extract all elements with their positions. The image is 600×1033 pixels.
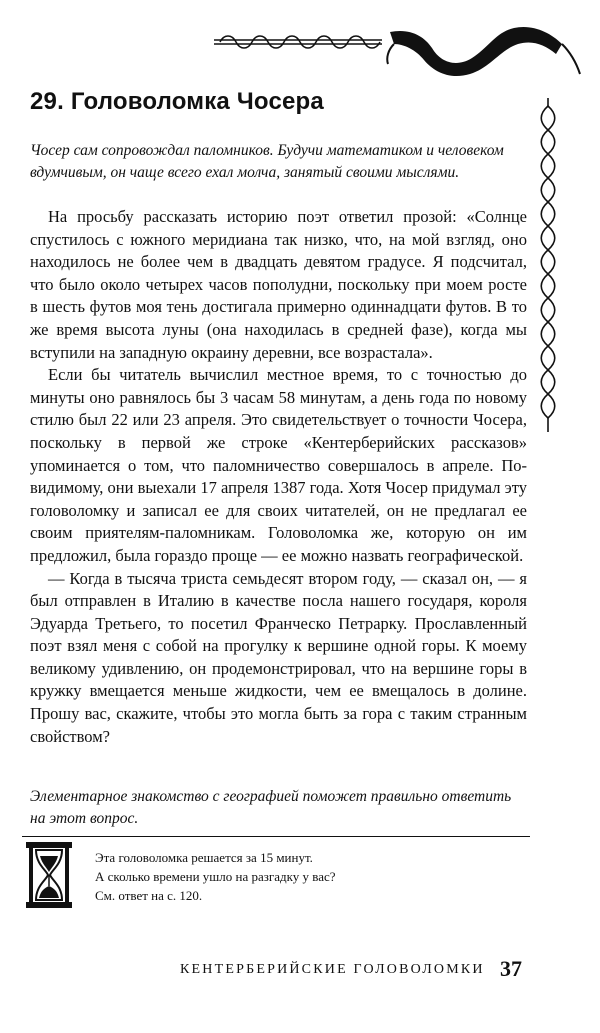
hourglass-icon (24, 840, 74, 910)
time-note-line: См. ответ на с. 120. (95, 888, 203, 903)
intro-text: Чосер сам сопровождал паломников. Будучи математиком и человеком вдумчивым, он чаще всего ехал молча, занятый своими мыслями. (30, 142, 504, 181)
body-text (30, 206, 527, 748)
ribbon-ornament (210, 18, 590, 88)
paragraph: На просьбу рассказать историю поэт ответил прозой: «Солнце спустилось с южного меридиана так низко, что, на мой взгляд, оно находилось не более чем в двадцать девятом градусе. Я подсчитал, что было около четырех часов пополудни, поскольку при моем росте в шесть футов моя тень достигала примерно одиннадцати футов. В то же время высота луны (она находилась в средней фазе), когда мы вступили на западную окраину деревни, все возрастала». (30, 207, 527, 362)
page-number: 37 (500, 956, 522, 981)
running-footer: КЕНТЕРБЕРИЙСКИЕ ГОЛОВОЛОМКИ (180, 962, 485, 977)
time-note-line: Эта головоломка решается за 15 минут. (95, 850, 313, 865)
paragraph: Если бы читатель вычислил местное время, то с точностью до минуты оно равнялось бы 3 часам 58 минутам, а день года по новому стилю был 22 или 23 апреля. Это свидетельствует о точности Чосера, поскольку в первой же строке «Кентерберийских рассказов» упоминается о том, что паломничество совершалось в апреле. По-видимому, они выехали 17 апреля 1387 года. Хотя Чосер придумал эту головоломку и записал ее для своих читателей, он не предлагал ее своим приятелям-паломникам. Головоломка же, которую он им предложил, была гораздо проще — ее можно назвать географической. (30, 365, 527, 565)
paragraph: — Когда в тысяча триста семьдесят втором году, — сказал он, — я был отправлен в Италию в качестве посла нашего государя, короля Эдуарда Третьего, то посетил Франческо Петрарку. Прославленный поэт взял меня с собой на прогулку к вершине одной горы. К моему великому удивлению, он продемонстрировал, что на вершине горы в кружку вмещается меньше жидкости, чем ее вмещалось в долине. Прошу вас, скажите, чтобы это могла быть за гора с таким странным свойством? (30, 568, 527, 746)
time-note-line: А сколько времени ушло на разгадку у вас? (95, 869, 336, 884)
divider-rule (22, 836, 530, 837)
puzzle-title: 29. Головоломка Чосера (30, 88, 324, 115)
time-note (95, 848, 515, 905)
hint-text: Элементарное знакомство с географией поможет правильно ответить на этот вопрос. (30, 788, 512, 827)
side-ornament (537, 96, 559, 436)
